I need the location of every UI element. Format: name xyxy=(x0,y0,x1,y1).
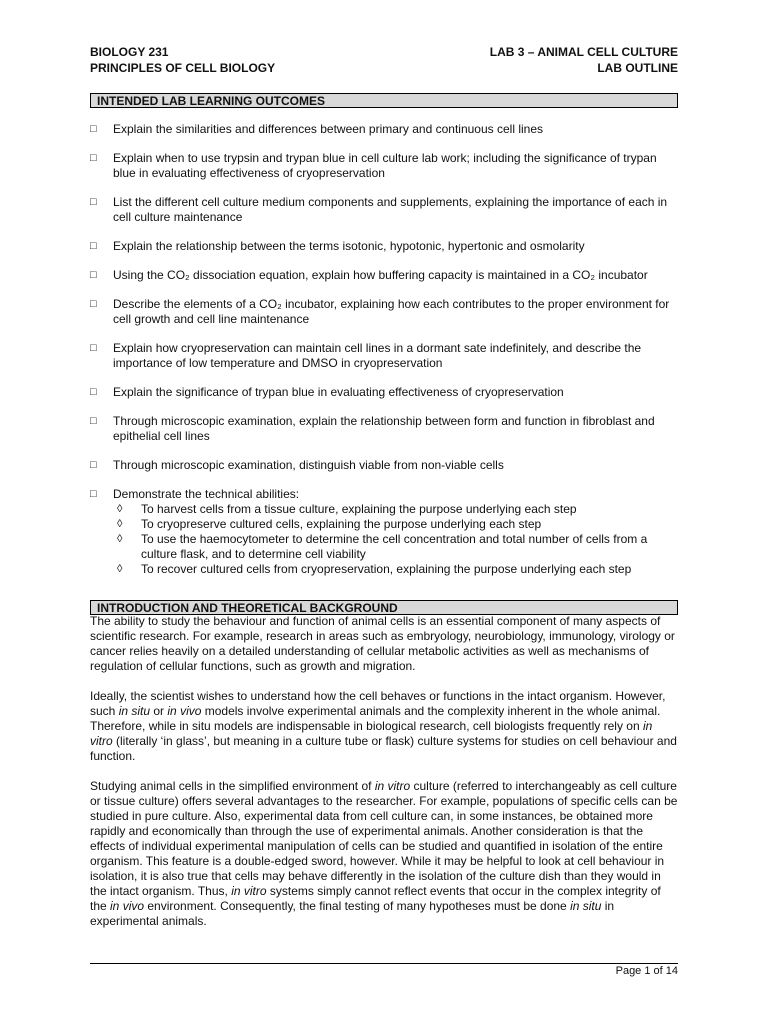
italic-term: in vivo xyxy=(167,704,202,718)
footer-divider xyxy=(90,963,678,964)
introduction-body xyxy=(90,614,678,944)
diamond-bullet-icon: ◊ xyxy=(117,563,123,575)
outcome-text: Using the CO₂ dissociation equation, explain how buffering capacity is maintained in a CO₂ incubator xyxy=(113,268,648,282)
text-run: Ideally, the scientist wishes to understand how the cell behaves or functions in the intact organism. However, such xyxy=(90,689,666,718)
bullet-icon: □ xyxy=(90,386,97,398)
outcome-text: Explain the significance of trypan blue in evaluating effectiveness of cryopreservation xyxy=(113,385,564,399)
italic-term: in vitro xyxy=(374,779,411,793)
outcome-text: Explain how cryopreservation can maintain cell lines in a dormant sate indefinitely, and describe the importance of low temperature and DMSO in cryopreservation xyxy=(113,341,642,370)
section-heading-introduction: INTRODUCTION AND THEORETICAL BACKGROUND xyxy=(90,600,678,615)
italic-term: in situ xyxy=(118,704,151,718)
lab-subtitle: LAB OUTLINE xyxy=(597,61,678,75)
outcome-item xyxy=(90,487,678,577)
ability-text: To use the haemocytometer to determine the cell concentration and total number of cells from a culture flask, and to determine cell viability xyxy=(141,532,648,561)
outcome-text: Demonstrate the technical abilities: xyxy=(113,487,300,501)
bullet-icon: □ xyxy=(90,196,97,208)
text-run: systems simply cannot reflect events that occur in the complex integrity of the xyxy=(90,884,661,913)
text-run: culture (referred to interchangeably as cell culture or tissue culture) offers several advantages to the researcher. For example, populations of specific cells can be studied in pure culture. Also, experimental data from cell culture can, in some instances, be obtained more rapidly and economically than through the use of experimental animals. Another consideration is that the effects of individual experimental manipulation of cells can be studied and quantified in isolation of the entire organism. This feature is a double-edged sword, however. While it may be helpful to look at cell behaviour in isolation, it is also true that cells may behave differently in the isolation of the culture dish than they would in the intact organism. Thus, xyxy=(90,779,678,898)
outcome-text: List the different cell culture medium components and supplements, explaining the importance of each in cell culture maintenance xyxy=(113,195,668,224)
italic-term: in vivo xyxy=(110,899,145,913)
text-run: (literally ‘in glass’, but meaning in a culture tube or flask) culture systems for studies on cell behaviour and function. xyxy=(90,734,677,763)
italic-term: in vitro xyxy=(231,884,267,898)
section-heading-outcomes: INTENDED LAB LEARNING OUTCOMES xyxy=(90,93,678,108)
ability-text: To recover cultured cells from cryopreservation, explaining the purpose underlying each step xyxy=(141,562,632,576)
bullet-icon: □ xyxy=(90,269,97,281)
outcome-text: Explain the relationship between the terms isotonic, hypotonic, hypertonic and osmolarity xyxy=(113,239,585,253)
bullet-icon: □ xyxy=(90,459,97,471)
course-title: PRINCIPLES OF CELL BIOLOGY xyxy=(90,61,276,75)
technical-abilities-list xyxy=(113,502,678,577)
intro-paragraph-1: The ability to study the behaviour and function of animal cells is an essential component of many aspects of scientific research. For example, research in areas such as embryology, neurobiology, immunology, virology or cancer relies heavily on a detailed understanding of cellular metabolic activities as well as mechanisms of regulation of cellular functions, such as growth and migration. xyxy=(90,614,675,673)
bullet-icon: □ xyxy=(90,240,97,252)
diamond-bullet-icon: ◊ xyxy=(117,518,123,530)
document-page xyxy=(90,0,678,1024)
outcome-text: Through microscopic examination, explain the relationship between form and function in fibroblast and epithelial cell lines xyxy=(113,414,655,443)
outcome-item xyxy=(90,341,678,371)
outcome-item xyxy=(90,414,678,444)
intro-paragraph-3 xyxy=(90,779,678,929)
bullet-icon: □ xyxy=(90,488,97,500)
italic-term: in situ xyxy=(570,899,602,913)
outcome-item xyxy=(90,268,678,283)
outcome-text: Explain when to use trypsin and trypan blue in cell culture lab work; including the significance of trypan blue in evaluating effectiveness of cryopreservation xyxy=(113,151,657,180)
ability-item xyxy=(113,532,678,562)
diamond-bullet-icon: ◊ xyxy=(117,533,123,545)
text-run: environment. Consequently, the final testing of many hypotheses must be done xyxy=(144,899,571,913)
ability-item xyxy=(113,502,678,517)
text-run: in experimental animals. xyxy=(90,899,615,928)
outcome-text: Explain the similarities and differences between primary and continuous cell lines xyxy=(113,122,544,136)
outcome-text: Through microscopic examination, distinguish viable from non-viable cells xyxy=(113,458,504,472)
text-run: Studying animal cells in the simplified environment of xyxy=(90,779,375,793)
intro-paragraph-2 xyxy=(90,689,678,764)
ability-text: To harvest cells from a tissue culture, explaining the purpose underlying each step xyxy=(141,502,577,516)
learning-outcomes-list xyxy=(90,122,678,591)
outcome-item xyxy=(90,385,678,400)
outcome-item xyxy=(90,122,678,137)
outcome-item xyxy=(90,458,678,473)
ability-text: To cryopreserve cultured cells, explaining the purpose underlying each step xyxy=(141,517,542,531)
text-run: or xyxy=(150,704,168,718)
bullet-icon: □ xyxy=(90,415,97,427)
outcome-item xyxy=(90,195,678,225)
outcome-text: Describe the elements of a CO₂ incubator, explaining how each contributes to the proper environment for cell growth and cell line maintenance xyxy=(113,297,670,326)
bullet-icon: □ xyxy=(90,298,97,310)
outcome-item xyxy=(90,239,678,254)
outcome-item xyxy=(90,151,678,181)
ability-item xyxy=(113,517,678,532)
ability-item xyxy=(113,562,678,577)
bullet-icon: □ xyxy=(90,123,97,135)
bullet-icon: □ xyxy=(90,342,97,354)
italic-term: in vitro xyxy=(90,719,653,748)
bullet-icon: □ xyxy=(90,152,97,164)
page-number: Page 1 of 14 xyxy=(615,965,678,977)
lab-title: LAB 3 – ANIMAL CELL CULTURE xyxy=(489,45,678,59)
course-code: BIOLOGY 231 xyxy=(90,45,169,59)
text-run: models involve experimental animals and the complexity inherent in the whole animal. Therefore, while in situ models are indispensable in biological research, cell biologists frequently rely on xyxy=(90,704,661,733)
diamond-bullet-icon: ◊ xyxy=(117,503,123,515)
outcome-item xyxy=(90,297,678,327)
